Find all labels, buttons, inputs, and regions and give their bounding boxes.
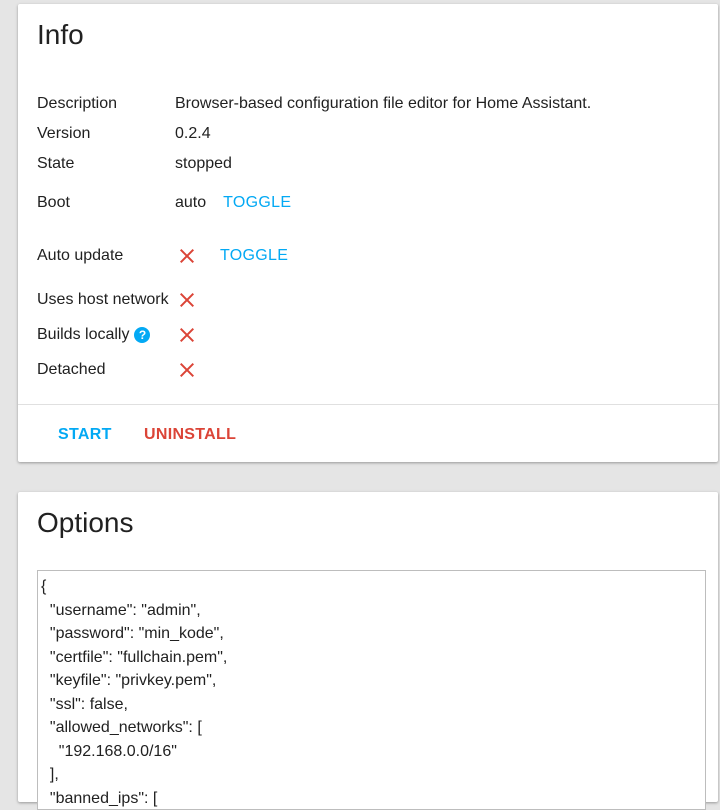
boot-value <box>175 194 291 212</box>
detached-row <box>37 358 199 382</box>
builds-locally-value <box>175 323 199 347</box>
detached-value <box>175 358 199 382</box>
info-title: Info <box>37 19 84 50</box>
description-row <box>37 92 591 116</box>
version-row <box>37 122 211 146</box>
start-button[interactable]: START <box>58 426 112 443</box>
boot-row <box>37 191 291 215</box>
options-editor[interactable] <box>37 570 706 810</box>
boot-label: Boot <box>37 194 70 211</box>
host-network-value <box>175 288 199 312</box>
host-network-row <box>37 288 199 312</box>
builds-locally-label-text: Builds locally <box>37 326 130 343</box>
state-label: State <box>37 155 75 172</box>
builds-locally-label <box>37 326 175 344</box>
close-icon <box>175 323 199 347</box>
auto-update-row <box>37 244 288 268</box>
description-label: Description <box>37 95 118 112</box>
auto-update-toggle-button[interactable]: TOGGLE <box>220 247 289 264</box>
version-label: Version <box>37 125 91 142</box>
boot-toggle-button[interactable]: TOGGLE <box>223 194 292 211</box>
state-value: stopped <box>175 155 232 172</box>
options-title: Options <box>37 507 134 538</box>
host-network-label: Uses host network <box>37 291 169 308</box>
builds-locally-row <box>37 323 199 347</box>
close-icon <box>175 288 199 312</box>
uninstall-button[interactable]: UNINSTALL <box>144 426 237 443</box>
close-icon <box>175 244 199 268</box>
help-circle-icon[interactable]: ? <box>134 327 150 343</box>
options-card <box>18 492 718 807</box>
state-row <box>37 152 232 176</box>
boot-value-text: auto <box>175 194 207 211</box>
detached-label: Detached <box>37 361 106 378</box>
info-card <box>18 4 718 462</box>
description-value: Browser-based configuration file editor for Home Assistant. <box>175 95 592 112</box>
version-value: 0.2.4 <box>175 125 211 142</box>
options-editor-text[interactable]: { "username": "admin", "password": "min_kode", "certfile": "fullchain.pem", "keyfile": "privkey.pem", "ssl": false, "allowed_networks": [ "192.168.0.0/16" ], "banned_ips": [ <box>41 578 228 807</box>
close-icon <box>175 358 199 382</box>
auto-update-label: Auto update <box>37 247 124 264</box>
auto-update-value <box>175 244 288 268</box>
info-actions <box>18 404 718 463</box>
